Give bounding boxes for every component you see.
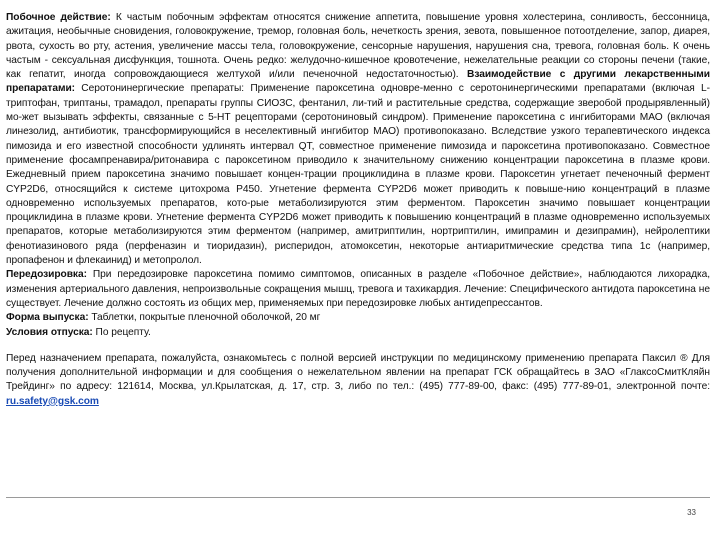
dispensing-line [6, 326, 710, 340]
footer-divider [6, 497, 710, 498]
notice-paragraph [6, 352, 710, 409]
interactions-heading: Взаимодействие с другими лекарственными препаратами: [6, 69, 710, 95]
dispensing-text: По рецепту. [92, 326, 151, 338]
overdose-text: При передозировке пароксетина помимо симптомов, описанных в разделе «Побочное действие», наблюдаются лихорадка, изменения артериального давления, непроизвольные сокращения мышц, тревога и тахикардия. Лечение: Специфического антидота пароксетина не существует. Лечение должно состоять из общих мер, применяемых при передозировке любых антидепрессантов. [6, 269, 710, 309]
document-page [6, 11, 710, 409]
overdose-heading: Передозировка: [6, 269, 87, 281]
safety-email-link[interactable]: ru.safety@gsk.com [6, 395, 99, 407]
dispensing-heading: Условия отпуска: [6, 326, 93, 338]
side-effects-text: К частым побочным эффектам относятся снижение аппетита, повышение уровня холестерина, сонливость, бессонница, ажитация, необычные сновидения, головокружение, тремор, головная боль, нечеткость зрения, зевота, повышенное потоотделение, запор, диарея, рвота, сухость во рту, астения, увеличение массы тела, головокружение, сенсорные нарушения, нарушения сна, тревога, головная боль. К очень частым - сексуальная дисфункция, тошнота. Очень редко: желудочно-кишечное кровотечение, нежелательные реакции со стороны печени (такие, как гепатит, иногда сопровождающиеся желтухой и/или печеночной недостаточностью). [6, 12, 711, 81]
drug-info-paragraph [6, 11, 710, 268]
release-form-line [6, 311, 710, 325]
overdose-paragraph [6, 268, 710, 311]
interactions-text: Серотонинергические препараты: Применение пароксетина одновре-менно с серотонинергическими препаратами (включая L-триптофан, триптаны, трамадол, препараты группы СИОЗС, фентанил, ли-тий и растительные средства, содержащие зверобой продырявленный) мо-жет вызывать эффекты, связанные с 5-НТ рецепторами (серотониновый синдром). Применение пароксетина с ингибиторами МАО (включая линезолид, антибиотик, трансформирующийся в неселективный ингибитор МАО) противопоказано. Вследствие узкого терапевтического индекса пимозида и его известной способности удлинять интервал QT, совместное применение пимозида и пароксетина противопоказано. Совместное применение фосампренавира/ритонавира с пароксетином приводило к значительному снижению концентрации пароксетина в плазме крови. Ежедневный прием пароксетина значимо повышает концен-трации проциклидина в плазме крови. Пароксетин угнетает печеночный фермент CYP2D6, относящийся к системе цитохрома Р450. Угнетение фермента CYP2D6 может приводить к повыше-нию концентраций в плазме одновременно используемых препаратов, кото-рые метаболизируются этим ферментом. Пароксетин значимо повышает концентрации проциклидина в плазме крови. Угнетение фермента CYP2D6 может приводить к повышению концентраций в плазме одновременно используемых препаратов, которые метаболизируются этим ферментом (например, амитриптилин, нортриптилин, имипрамин и дезипрамин), нейролептики фенотиазинового ряда (перфеназин и тиоридазин), рисперидон, атомоксетин, некоторые антиаритмические средства типа 1с (например, пропафенон и флекаинид) и метопролол. [6, 83, 710, 267]
release-form-heading: Форма выпуска: [6, 312, 89, 324]
notice-text: Перед назначением препарата, пожалуйста, ознакомьтесь с полной версией инструкции по медицинскому применению препарата Паксил ® Для получения дополнительной информации и для сообщения о нежелательном явлении на препарат ГСК обращайтесь в ЗАО «ГлаксоСмитКляйн Трейдинг» по адресу: 121614, Москва, ул.Крылатская, д. 17, стр. 3, либо по тел.: (495) 777-89-00, факс: (495) 777-89-01, электронной почте: [6, 352, 710, 393]
side-effects-heading: Побочное действие: [6, 12, 111, 23]
release-form-text: Таблетки, покрытые пленочной оболочкой, 20 мг [88, 312, 321, 324]
page-number: 33 [687, 508, 696, 517]
